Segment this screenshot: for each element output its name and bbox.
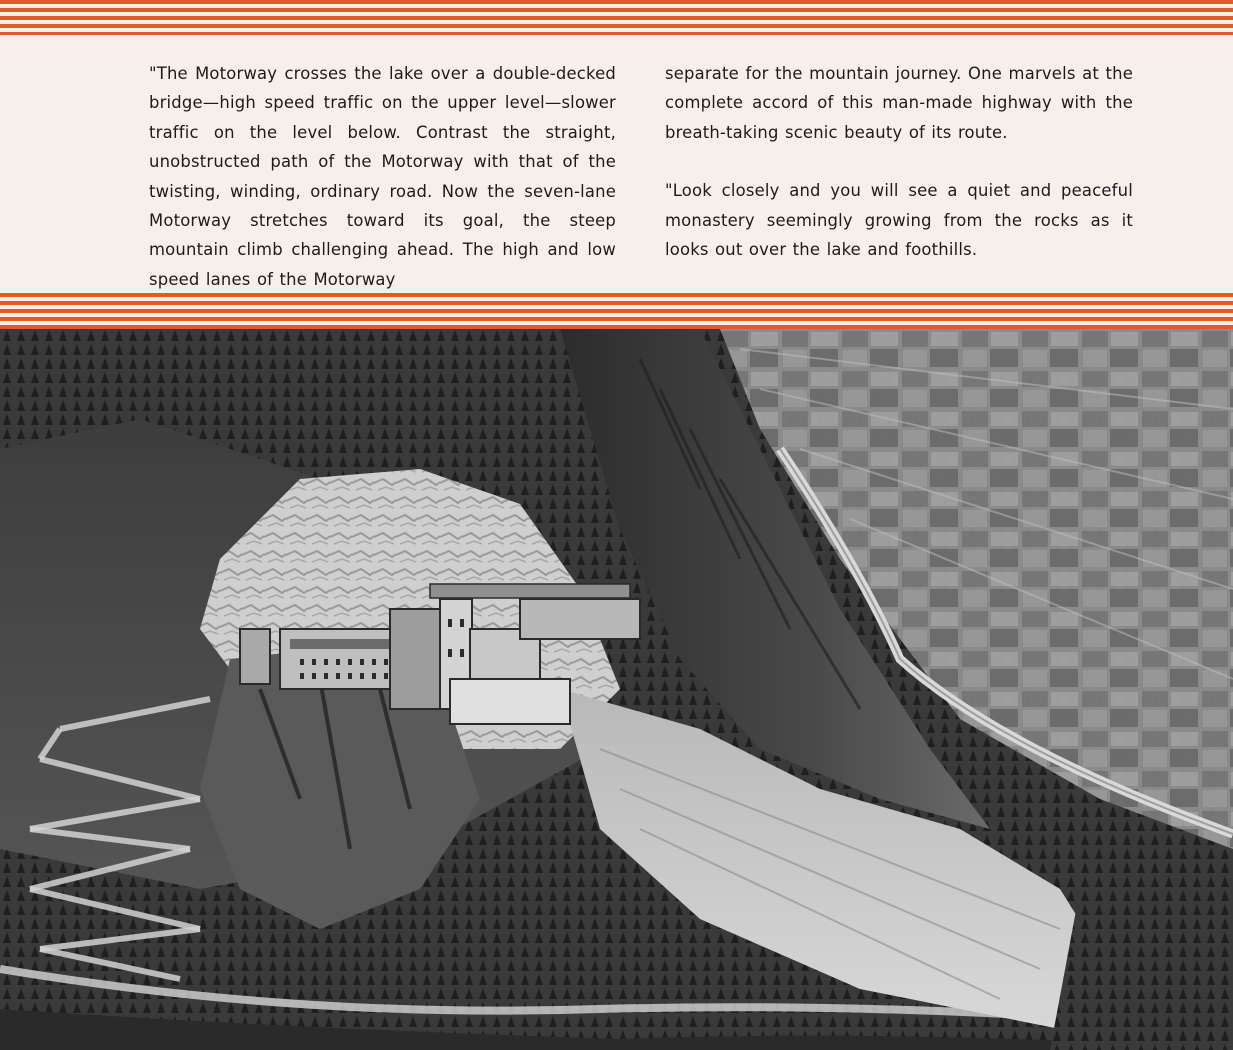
left-column-paragraph: "The Motorway crosses the lake over a double-decked bridge—high speed traffic on the upper level—slower traffic on the level below. Contrast the straight, unobstructed path of the Motorway with that of the twisting, winding, ordinary road. Now the seven-lane Motorway stretches toward its goal, the steep mountain climb challenging ahead. The high and low speed lanes of the Motorway bbox=[149, 64, 616, 289]
top-stripe-band bbox=[0, 0, 1233, 35]
right-column-paragraph-1: separate for the mountain journey. One marvels at the complete accord of this man-made highway with the breath-taking scenic beauty of its route. bbox=[665, 64, 1133, 142]
monastery-photo-illustration bbox=[0, 329, 1233, 1050]
right-column-paragraph-2: "Look closely and you will see a quiet and peaceful monastery seemingly growing from the rocks as it looks out over the lake and foothills. bbox=[665, 181, 1133, 260]
monastery-aerial-photo bbox=[0, 329, 1233, 1050]
text-panel bbox=[0, 35, 1233, 293]
left-text-column bbox=[149, 59, 616, 294]
middle-stripe-band bbox=[0, 293, 1233, 329]
right-text-column bbox=[665, 59, 1133, 264]
